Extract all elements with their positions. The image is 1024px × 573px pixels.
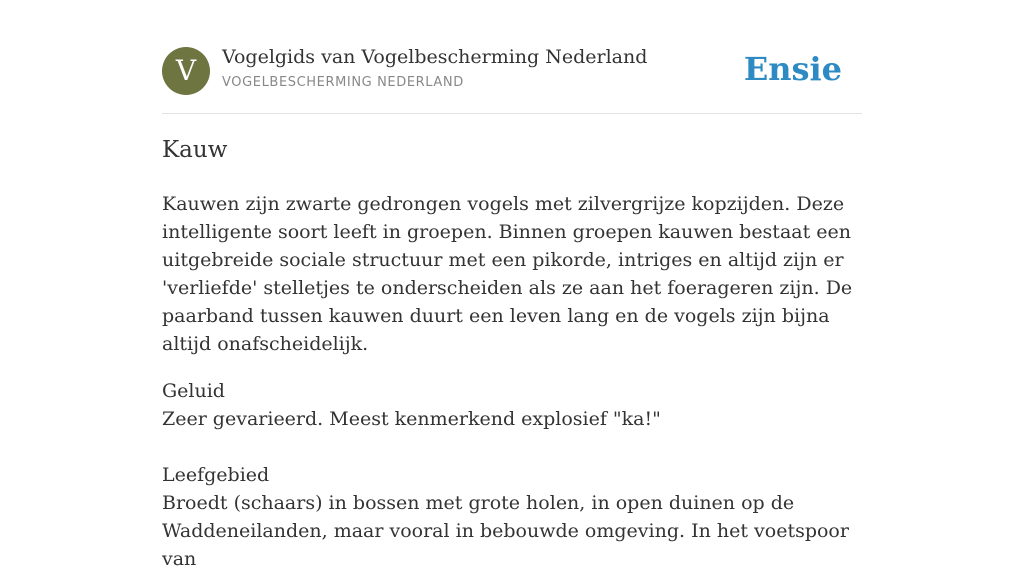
source-header (162, 0, 862, 114)
entry-body (162, 190, 862, 573)
section-text-geluid: Zeer gevarieerd. Meest kenmerkend explosief "ka!" (162, 408, 661, 430)
entry-title: Kauw (162, 137, 228, 163)
section-heading-leefgebied: Leefgebied (162, 464, 270, 486)
source-title[interactable]: Vogelgids van Vogelbescherming Nederland (222, 46, 648, 68)
article (162, 0, 862, 570)
section-heading-geluid: Geluid (162, 380, 225, 402)
publisher-name[interactable]: VOGELBESCHERMING NEDERLAND (222, 75, 464, 90)
ensie-logo[interactable]: Ensie (743, 50, 842, 88)
entry-intro: Kauwen zijn zwarte gedrongen vogels met zilvergrijze kopzijden. Deze intelligente soort leeft in groepen. Binnen groepen kauwen bestaat een uitgebreide sociale structuur met een pikorde, intriges en altijd zijn er 'verliefde' stelletjes te onderscheiden als ze aan het foerageren zijn. De paarband tussen kauwen duurt een leven lang en de vogels zijn bijna altijd onafscheidelijk. (162, 193, 853, 355)
source-avatar[interactable]: V (162, 47, 210, 95)
section-text-leefgebied: Broedt (schaars) in bossen met grote holen, in open duinen op de Waddeneilanden, maar vooral in bebouwde omgeving. In het voetspoor van (162, 492, 849, 570)
